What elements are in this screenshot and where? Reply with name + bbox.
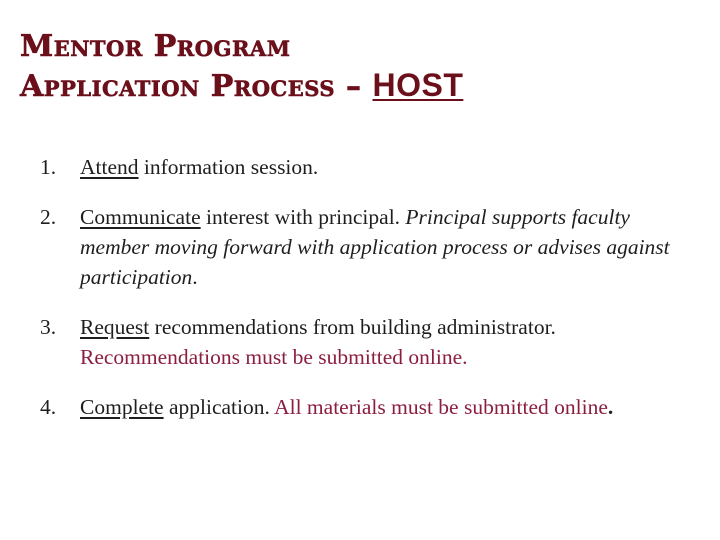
step-1: [40, 152, 690, 182]
step-3: [40, 312, 690, 372]
step-verb: Communicate: [80, 205, 201, 229]
step-number: 2.: [40, 205, 57, 229]
step-end: .: [192, 265, 198, 289]
step-verb: Request: [80, 315, 150, 339]
step-2: [40, 202, 690, 292]
slide-title: [20, 28, 710, 106]
step-text: recommendations from building administrator.: [149, 315, 556, 339]
step-4: [40, 392, 690, 422]
step-verb: Attend: [80, 155, 139, 179]
step-accent-text: Recommendations must be submitted online.: [80, 345, 468, 369]
step-number: 1.: [40, 155, 57, 179]
title-line-2-prefix: Application Process –: [20, 69, 373, 104]
title-line-2: [20, 66, 710, 106]
step-end: .: [607, 395, 614, 419]
title-line-1: Mentor Program: [20, 29, 291, 64]
step-text: interest with principal.: [200, 205, 406, 229]
step-italic-text: Principal supports faculty member moving forward with application process or advises against participation: [80, 205, 670, 289]
step-number: 4.: [40, 395, 57, 419]
step-number: 3.: [40, 315, 57, 339]
title-host: HOST: [372, 67, 464, 103]
step-text: application.: [163, 395, 275, 419]
step-verb: Complete: [80, 395, 164, 419]
steps-list: [40, 152, 690, 442]
step-accent-text: All materials must be submitted online: [274, 395, 608, 419]
step-text: information session.: [138, 155, 319, 179]
